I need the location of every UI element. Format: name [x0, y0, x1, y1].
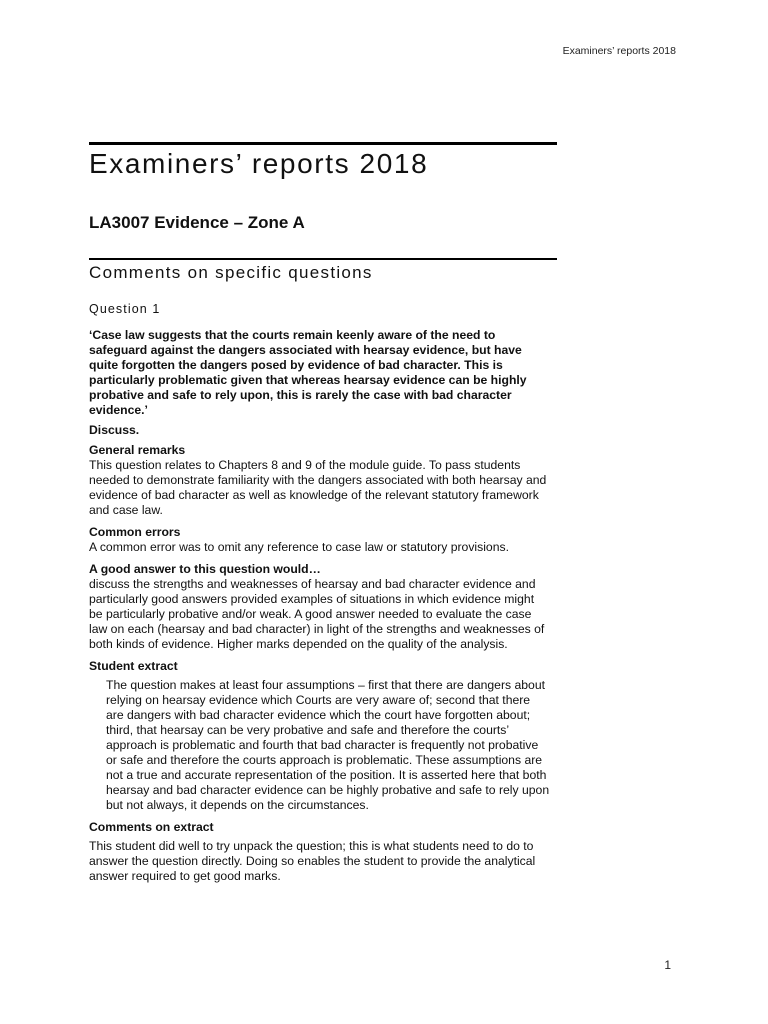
comments-on-extract-heading: Comments on extract — [89, 820, 214, 834]
student-extract-text: The question makes at least four assumptions – first that there are dangers about relying on hearsay evidence which Courts are very aware of; second that there are dangers with bad character evidence which the court have forgotten about; third, that hearsay can be very probative and safe and therefore the courts’ approach is problematic and fourth that bad character is frequently not probative or safe and therefore the courts approach is problematic. These assumptions are not a true and accurate representation of the position. It is asserted here that both hearsay and bad character evidence can be highly probative and safe to rely upon but not always, it depends on the circumstances. — [106, 678, 550, 812]
page-title: Examiners’ reports 2018 — [89, 148, 429, 179]
report-body — [89, 302, 551, 891]
section-title: Comments on specific questions — [89, 263, 373, 282]
good-answer-heading: A good answer to this question would… — [89, 562, 321, 576]
section-rule — [89, 258, 557, 260]
page-number: 1 — [664, 958, 671, 972]
running-header: Examiners’ reports 2018 — [562, 45, 676, 57]
page-subtitle: LA3007 Evidence – Zone A — [89, 213, 305, 232]
question-label: Question 1 — [89, 302, 161, 316]
question-instruction: Discuss. — [89, 423, 140, 437]
common-errors-heading: Common errors — [89, 525, 181, 539]
comments-on-extract-text: This student did well to try unpack the question; this is what students need to do to answer the question directly. Doing so enables the student to provide the analytical answer required to get good marks. — [89, 839, 536, 883]
common-errors-text: A common error was to omit any reference to case law or statutory provisions. — [89, 540, 509, 554]
title-rule — [89, 142, 557, 145]
good-answer-text: discuss the strengths and weaknesses of hearsay and bad character evidence and particularly good answers provided examples of situations in which evidence might be particularly probative and/or weak. A good answer needed to evaluate the case law on each (hearsay and bad character) in light of the strengths and weaknesses of both kinds of evidence. Higher marks depended on the quality of the analysis. — [89, 577, 545, 651]
general-remarks-text: This question relates to Chapters 8 and 9 of the module guide. To pass students needed to demonstrate familiarity with the dangers associated with both hearsay and evidence of bad character as well as knowledge of the relevant statutory framework and case law. — [89, 458, 547, 517]
question-text: ‘Case law suggests that the courts remain keenly aware of the need to safeguard against the dangers associated with hearsay evidence, but have quite forgotten the dangers posed by evidence of bad character. This is particularly problematic given that whereas hearsay evidence can be highly probative and safe to rely upon, this is rarely the case with bad character evidence.’ — [89, 328, 527, 417]
general-remarks-heading: General remarks — [89, 443, 186, 457]
student-extract-heading: Student extract — [89, 659, 178, 673]
